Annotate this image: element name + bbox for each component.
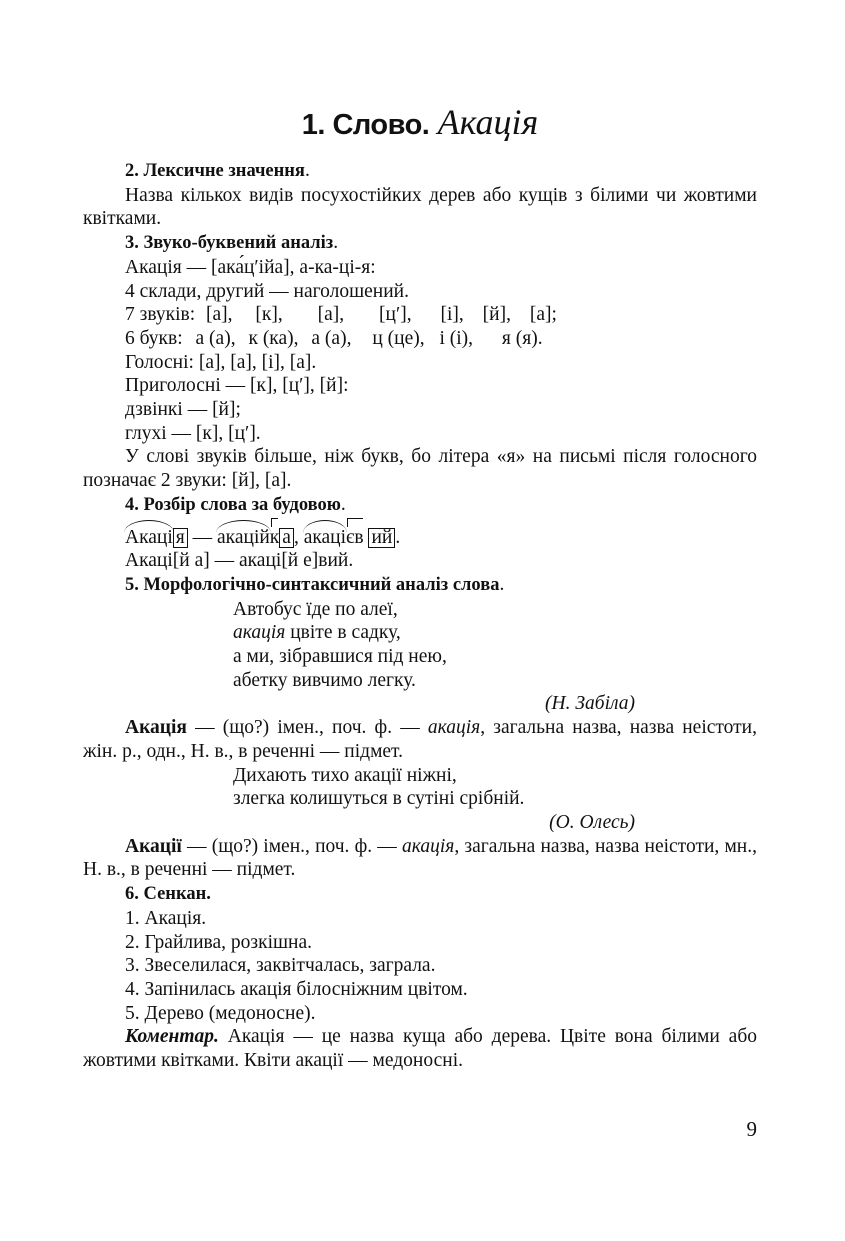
sound-item: [і], [440, 304, 464, 326]
letter-item: к (ка), [248, 327, 299, 349]
analysis-2: Акації — (що?) імен., поч. ф. — акація, загальна назва, назва неістоти, мн., Н. в., в реченні — підмет. [83, 835, 757, 881]
transcription-line: Акація — [ака́ц′ійа], а-ка-ці-я: [125, 256, 376, 278]
sound-item: [а], [206, 304, 233, 326]
title-word: Акація [437, 102, 539, 142]
poem-line: злегка колишуться в сутіні срібній. [233, 788, 525, 810]
letter-item: я (я). [501, 327, 543, 349]
sound-item: [ц′], [379, 304, 412, 326]
letter-item: і (і), [439, 327, 474, 349]
suffix-mark: єв [346, 526, 364, 548]
root-mark: акацій [217, 526, 270, 548]
letter-item: а (а), [311, 327, 352, 349]
section-2-heading: 2. Лексичне значення. [125, 160, 310, 181]
poem-source: (О. Олесь) [549, 811, 635, 833]
letter-item: а (а), [195, 327, 236, 349]
voiced-line: дзвінкі — [й]; [125, 399, 241, 421]
syllables-line: 4 склади, другий — наголошений. [125, 280, 409, 302]
consonants-line: Приголосні — [к], [ц′], [й]: [125, 375, 349, 397]
sound-item: [к], [255, 304, 283, 326]
cinquain-item: 5. Дерево (медоносне). [125, 1002, 316, 1024]
ending-mark: а [279, 528, 294, 548]
vowels-line: Голосні: [а], [а], [і], [а]. [125, 351, 317, 373]
section-2-text: Назва кількох видів посухостійких дерев або кущів з білими чи жовтими квітками. [83, 184, 757, 230]
ending-mark: я [173, 528, 188, 548]
title-number: 1. Слово. [301, 109, 430, 141]
alternation-line: Акаці[й а] — акаці[й е]вий. [125, 550, 354, 572]
cinquain-item: 3. Звеселилася, заквітчалась, заграла. [125, 955, 436, 977]
sounds-line: 7 звуків: [а], [к], [а], [ц′], [і], [й], [а]; [125, 304, 557, 326]
sound-item: [а], [317, 304, 345, 326]
page-number: 9 [746, 1117, 757, 1141]
page-content [83, 100, 757, 1073]
poem-line: Дихають тихо акації ніжні, [233, 764, 457, 786]
page-title [83, 100, 757, 147]
section-3-note: У слові звуків більше, ніж букв, бо літера «я» на письмі після голосного позначає 2 звуки: [й], [а]. [83, 446, 757, 492]
root-mark: Акаці [125, 526, 173, 548]
section-3-heading: 3. Звуко-буквений аналіз. [125, 232, 339, 254]
letter-item: ц (це), [372, 327, 425, 349]
poem-line: абетку вивчимо легку. [233, 669, 416, 691]
word-structure-line: Акаці я — акаційк а , акацієв ий . [125, 526, 401, 548]
sound-item: [й], [482, 304, 511, 326]
sound-item: [а]; [529, 304, 557, 326]
root-mark: акаці [303, 526, 347, 548]
comment: Коментар. Акація — це назва куща або дерева. Цвіте вона білими або жовтими квітками. Квіти акації — медоносні. [83, 1026, 757, 1072]
cinquain-item: 1. Акація. [125, 907, 207, 929]
section-5-heading: 5. Морфологічно-синтаксичний аналіз слова. [125, 573, 505, 595]
letters-line: 6 букв: а (а), к (ка), а (а), ц (це), і (і), я (я). [125, 327, 543, 349]
poem-source: (Н. Забіла) [545, 693, 635, 715]
analysis-1: Акація — (що?) імен., поч. ф. — акація, загальна назва, назва неістоти, жін. р., одн., Н. в., в реченні — підмет. [83, 717, 757, 762]
ending-mark: ий [368, 528, 395, 548]
cinquain-item: 4. Запінилась акація білосніжним цвітом. [125, 978, 468, 1000]
poem-line: Автобус їде по алеї, [233, 598, 398, 620]
poem-line: акація цвіте в садку, [233, 622, 401, 644]
section-4-heading: 4. Розбір слова за будовою. [125, 493, 346, 515]
poem-line: а ми, зібравшися під нею, [233, 646, 447, 668]
voiceless-line: глухі — [к], [ц′]. [125, 422, 261, 444]
suffix-mark: к [269, 526, 280, 548]
cinquain-item: 2. Грайлива, розкішна. [125, 931, 312, 953]
section-6-heading: 6. Сенкан. [125, 884, 211, 905]
